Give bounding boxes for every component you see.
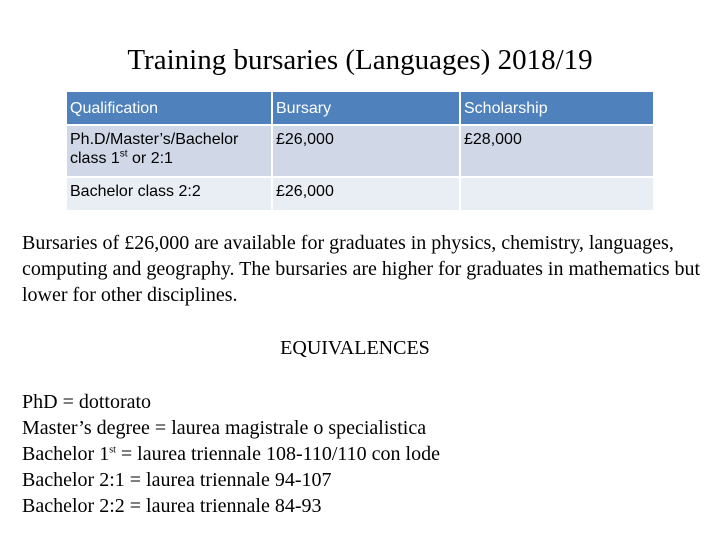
ordinal-suffix: st [109,444,116,456]
scholarship-cell: £28,000 [460,125,654,177]
header-bursary: Bursary [272,91,460,125]
equivalence-line: Bachelor 2:1 = laurea triennale 94-107 [22,469,332,491]
equivalence-text-end: = laurea triennale 108-110/110 con lode [115,443,440,465]
page-title: Training bursaries (Languages) 2018/19 [127,44,593,76]
equivalences-heading: EQUIVALENCES [280,337,430,359]
header-qualification: Qualification [66,91,272,125]
qualification-text: Ph.D/Master’s/Bachelor class 1 [70,131,239,167]
equivalence-line: Master’s degree = laurea magistrale o specialistica [22,417,427,439]
table-header-row [66,91,654,125]
equivalence-line [22,441,702,467]
bursary-cell: £26,000 [272,177,460,211]
equivalence-text: Bachelor 1 [22,443,110,465]
equivalences-list [22,389,702,519]
qualification-cell [66,125,272,177]
ordinal-suffix: st [119,148,128,160]
scholarship-cell [460,177,654,211]
table-row [66,177,654,211]
bursary-table [65,90,655,212]
bursary-description: Bursaries of £26,000 are available for graduates in physics, chemistry, languages, computing and geography. The bursaries are higher for graduates in mathematics but lower for other disciplines. [22,232,701,306]
bursary-cell: £26,000 [272,125,460,177]
qualification-cell: Bachelor class 2:2 [66,177,272,211]
qualification-text-end: or 2:1 [127,150,173,167]
equivalence-line: PhD = dottorato [22,391,152,413]
equivalence-line: Bachelor 2:2 = laurea triennale 84-93 [22,495,322,517]
table-row [66,125,654,177]
header-scholarship: Scholarship [460,91,654,125]
